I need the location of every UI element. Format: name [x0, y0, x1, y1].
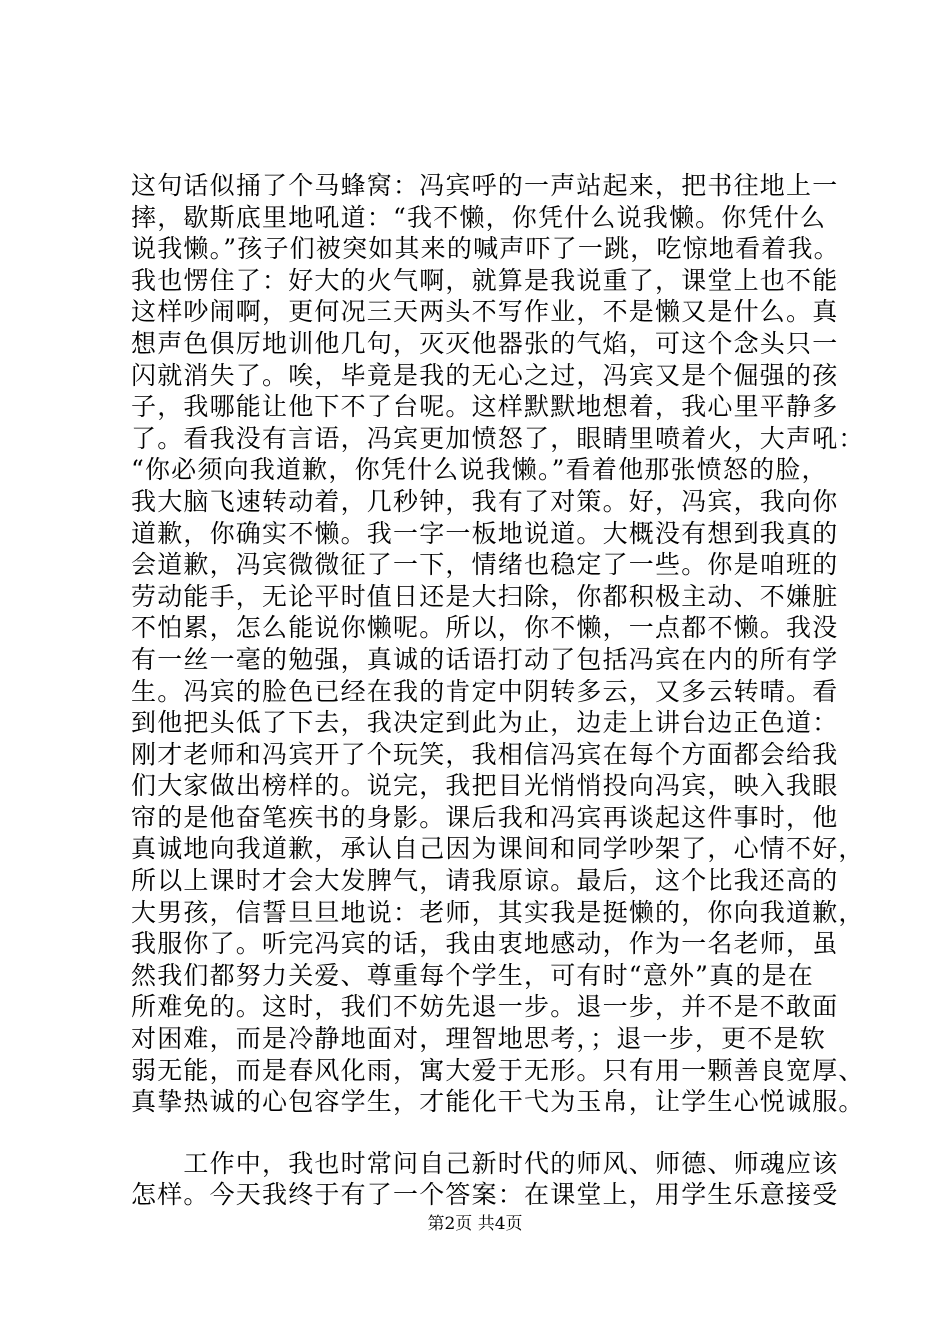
text-line: 闪就消失了。唉，毕竟是我的无心之过，冯宾又是个倔强的孩: [131, 360, 839, 390]
body-text: [131, 170, 865, 1211]
text-line: 我也愣住了：好大的火气啊，就算是我说重了，课堂上也不能: [131, 265, 839, 295]
text-line: 我大脑飞速转动着，几秒钟，我有了对策。好，冯宾，我向你: [131, 486, 839, 516]
text-line: 真挚热诚的心包容学生，才能化干弋为玉帛，让学生心悦诚服。: [131, 1087, 865, 1117]
text-line: 真诚地向我道歉，承认自己因为课间和同学吵架了，心情不好，: [131, 834, 865, 864]
text-line: 说我懒。”孩子们被突如其来的喊声吓了一跳，吃惊地看着我。: [131, 234, 840, 264]
text-line: 了。看我没有言语，冯宾更加愤怒了，眼睛里喷着火，大声吼：: [131, 423, 865, 453]
text-line: 有一丝一毫的勉强，真诚的话语打动了包括冯宾在内的所有学: [131, 644, 839, 674]
text-line: 然我们都努力关爱、尊重每个学生，可有时“意外”真的是在: [131, 960, 814, 990]
text-line: 这样吵闹啊，更何况三天两头不写作业，不是懒又是什么。真: [131, 297, 839, 327]
text-line: 这句话似捅了个马蜂窝：冯宾呼的一声站起来，把书往地上一: [131, 171, 839, 200]
paragraph: [131, 170, 865, 1118]
text-line: 劳动能手，无论平时值日还是大扫除，你都积极主动、不嫌脏: [131, 581, 839, 611]
text-line: 大男孩，信誓旦旦地说：老师，其实我是挺懒的，你向我道歉，: [131, 897, 865, 927]
text-line: 对困难，而是冷静地面对，理智地思考，；退一步，更不是软: [131, 1024, 826, 1054]
text-line: “你必须向我道歉，你凭什么说我懒。”看着他那张愤怒的脸，: [131, 455, 828, 485]
text-line: 所难免的。这时，我们不妨先退一步。退一步，并不是不敢面: [131, 992, 839, 1022]
text-line: 子，我哪能让他下不了台呢。这样默默地想着，我心里平静多: [131, 392, 839, 422]
text-line: 想声色俱厉地训他几句，灭灭他器张的气焰，可这个念头只一: [131, 328, 839, 358]
page-footer: 第2页 共4页: [427, 1214, 523, 1234]
text-line: 刚才老师和冯宾开了个玩笑，我相信冯宾在每个方面都会给我: [131, 739, 839, 769]
text-line: 会道歉，冯宾微微征了一下，情绪也稳定了一些。你是咱班的: [131, 550, 839, 580]
paragraph: [131, 1148, 839, 1211]
text-line: 怎样。今天我终于有了一个答案：在课堂上，用学生乐意接受: [131, 1180, 839, 1210]
text-line: 不怕累，怎么能说你懒呢。所以，你不懒，一点都不懒。我没: [131, 613, 839, 643]
text-line: 工作中，我也时常问自己新时代的师风、师德、师魂应该: [131, 1148, 839, 1178]
text-line: 到他把头低了下去，我决定到此为止，边走上讲台边正色道：: [131, 708, 839, 738]
text-line: 所以上课时才会大发脾气，请我原谅。最后，这个比我还高的: [131, 866, 839, 896]
paragraph-gap: [131, 1118, 831, 1148]
text-line: 摔，歇斯底里地吼道：“我不懒，你凭什么说我懒。你凭什么: [131, 202, 827, 232]
text-line: 帘的是他奋笔疾书的身影。课后我和冯宾再谈起这件事时，他: [131, 802, 839, 832]
text-line: 弱无能，而是春风化雨，寓大爱于无形。只有用一颗善良宽厚、: [131, 1055, 865, 1085]
text-line: 我服你了。听完冯宾的话，我由衷地感动，作为一名老师，虽: [131, 929, 839, 959]
text-line: 们大家做出榜样的。说完，我把目光悄悄投向冯宾，映入我眼: [131, 771, 839, 801]
text-line: 生。冯宾的脸色已经在我的肯定中阴转多云，又多云转晴。看: [131, 676, 839, 706]
text-line: 道歉，你确实不懒。我一字一板地说道。大概没有想到我真的: [131, 518, 839, 548]
